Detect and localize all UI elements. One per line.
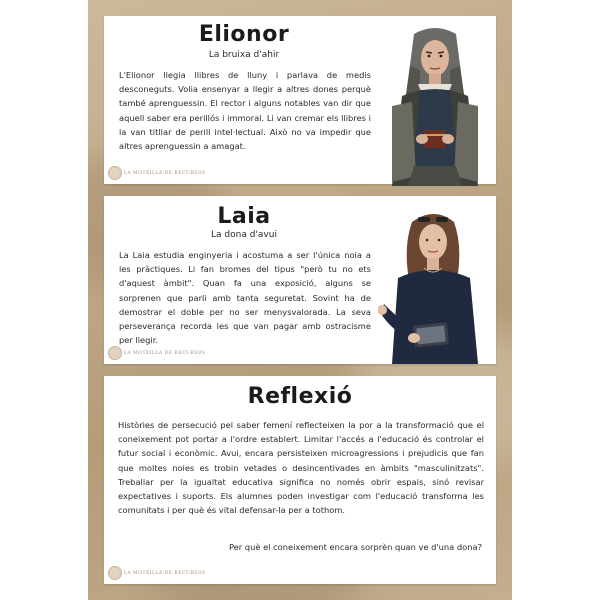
card-elionor	[104, 16, 496, 184]
card-subtitle: La dona d'avui	[211, 230, 277, 240]
logo-icon	[108, 346, 122, 360]
reflection-question: Per què el coneixement encara sorprèn quan ve d'una dona?	[228, 542, 482, 552]
logo-icon	[108, 166, 122, 180]
card-subtitle: La bruixa d'ahir	[208, 50, 280, 60]
card-body: L'Elionor llegia llibres de lluny i parlava de medis desconeguts. Volia ensenyar a llegir a altres dones perquè també aprenguessin. El rector i alguns notables van dir que aquell saber era perillós i immoral. Li van cremar els llibres i la van titllar de perill intel·lectual. Això no va impedir que altres aprenguessin a amagat.	[119, 70, 371, 152]
card-body: Històries de persecució pel saber femení reflecteixen la por a la transformació que el coneixement pot portar a l'ordre establert. Limitar l'accés a l'educació és controlar el futur social i econòmic. Avui, encara persisteixen microagressions i prejudicis que fan que moltes noies es trobin vetades o desincentivades en àmbits "masculinitzats". Treballar per la igualtat educativa significa no només obrir espais, sinó revisar expectatives i suports. Els alumnes poden investigar com l'educació transforma les comunitats i per què és vital defensar-la per a tothom.	[118, 420, 484, 516]
publisher-logo	[108, 166, 206, 180]
logo-icon	[108, 566, 122, 580]
logo-text: LA MOTXILLA DE RECURSOS	[124, 350, 206, 356]
publisher-logo	[108, 566, 206, 580]
card-reflexio	[104, 376, 496, 584]
publisher-logo	[108, 346, 206, 360]
medieval-woman-portrait	[384, 26, 486, 186]
card-laia	[104, 196, 496, 364]
modern-woman-portrait	[378, 208, 490, 364]
logo-text: LA MOTXILLA DE RECURSOS	[124, 570, 206, 576]
card-body: La Laia estudia enginyeria i acostuma a ser l'única noia a les pràctiques. Li fan bromes del tipus "però tu no ets d'aquest àmbit". Quan fa una exposició, alguns se sorprenen que parli amb tanta seguretat. Sovint ha de demostrar el doble per no ser menysvalorada. La seva perseverança recorda les que van pagar amb ostracisme per llegir.	[119, 250, 371, 346]
logo-text: LA MOTXILLA DE RECURSOS	[124, 170, 206, 176]
card-title: Reflexió	[247, 384, 353, 409]
card-title: Elionor	[198, 22, 290, 47]
card-title: Laia	[217, 204, 271, 229]
